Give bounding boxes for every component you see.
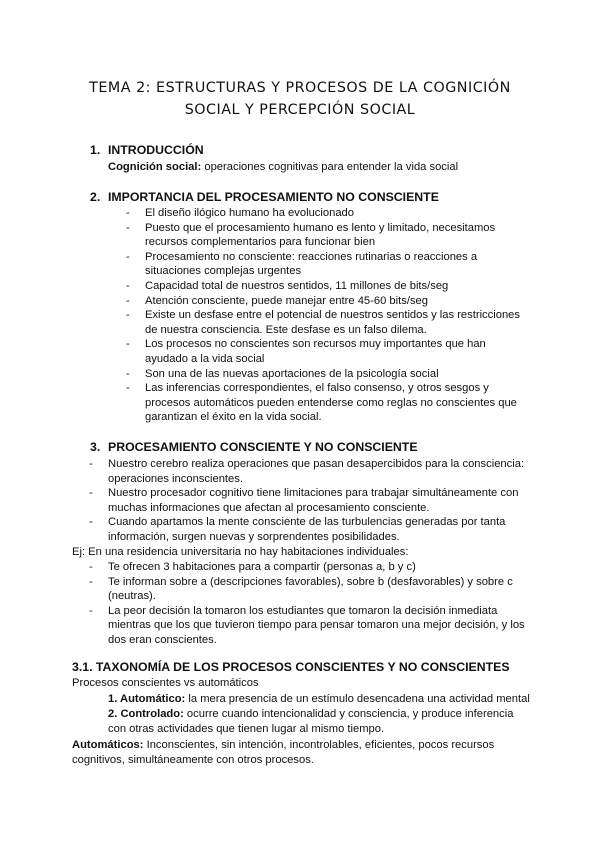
list-item-line: Te ofrecen 3 habitaciones para a compartir (personas a, b y c): [108, 561, 416, 573]
section-title: PROCESAMIENTO CONSCIENTE Y NO CONSCIENTE: [108, 440, 418, 454]
dash-bullet: -: [89, 458, 93, 470]
list-item-line: mientras que los que tuvieron tiempo para pensar tomaron una mejor decisión, y los: [108, 619, 525, 632]
automaticos-term: Automáticos:: [72, 739, 144, 751]
automaticos-text: Inconscientes, sin intención, incontrolables, eficientes, pocos recursos: [143, 739, 495, 751]
list-item-line: Son una de las nuevas aportaciones de la psicología social: [145, 367, 439, 380]
list-item: [89, 560, 525, 575]
list-item-line: Nuestro cerebro realiza operaciones que pasan desapercibidos para la consciencia:: [108, 458, 525, 470]
dash-bullet: -: [126, 207, 130, 219]
example-intro: Ej: En una residencia universitaria no hay habitaciones individuales:: [72, 546, 409, 558]
dash-bullet: -: [89, 604, 93, 617]
dash-bullet: -: [126, 279, 130, 292]
list-item-line: operaciones inconscientes.: [108, 472, 243, 485]
list-item-line: Cuando apartamos la mente consciente de las turbulencias generadas por tanta: [108, 516, 506, 529]
dash-bullet: -: [89, 487, 93, 500]
automatico-item: [108, 692, 530, 707]
list-item: [126, 206, 520, 221]
list-item: [89, 575, 525, 604]
definition-text: operaciones cognitivas para entender la vida social: [201, 161, 459, 173]
dash-bullet: -: [126, 309, 130, 322]
list-item: [126, 308, 520, 337]
dash-bullet: -: [89, 575, 93, 588]
section-number: 2.: [90, 190, 101, 204]
list-item: [126, 337, 520, 366]
list-item-line: procesos automáticos pueden entenderse como reglas no conscientes que: [145, 396, 517, 409]
list-item: [126, 221, 520, 250]
list-item-line: Las inferencias correspondientes, el falso consenso, y otros sesgos y: [145, 382, 489, 395]
list-item-line: muchas informaciones que afectan al procesamiento consciente.: [108, 501, 430, 514]
dash-bullet: -: [126, 382, 130, 395]
example-list: [89, 560, 525, 648]
list-item-line: Los procesos no conscientes son recursos muy importantes que han: [145, 338, 486, 351]
section-number: 3.: [90, 440, 101, 454]
list-item-line: recursos complementarios para funcionar bien: [145, 236, 376, 249]
list-item: [126, 294, 520, 309]
section-heading: [90, 143, 204, 158]
dash-bullet: -: [126, 367, 130, 380]
section-heading: [90, 440, 418, 455]
definition-cognicion-social: [108, 160, 458, 175]
section-procesamiento: [90, 440, 418, 455]
list-item-line: de nuestra consciencia. Este desfase es un falso dilema.: [145, 323, 427, 336]
list-item-line: (neutras).: [108, 590, 156, 603]
taxonomia-intro: Procesos conscientes vs automáticos: [72, 677, 259, 689]
list-item-line: La peor decisión la tomaron los estudiantes que tomaron la decisión inmediata: [108, 604, 498, 617]
section-title: IMPORTANCIA DEL PROCESAMIENTO NO CONSCIENTE: [108, 190, 439, 204]
list-item: [89, 515, 524, 544]
document-title: [60, 77, 540, 121]
title-line-1: TEMA 2: ESTRUCTURAS Y PROCESOS DE LA COGNICIÓN: [89, 80, 511, 96]
importancia-list: [126, 206, 520, 425]
section-importancia: [90, 190, 439, 205]
list-item-line: situaciones complejas urgentes: [145, 265, 302, 278]
automaticos-definition: [72, 738, 494, 767]
list-item-line: dos eran conscientes.: [108, 633, 217, 646]
list-item: [89, 486, 524, 515]
dash-bullet: -: [126, 294, 130, 307]
list-item-line: Te informan sobre a (descripciones favorables), sobre b (desfavorables) y sobre c: [108, 575, 513, 588]
procesamiento-list: [89, 457, 525, 545]
dash-bullet: -: [126, 338, 130, 351]
list-item: [89, 457, 525, 486]
definition-term: Cognición social:: [108, 161, 202, 173]
list-item-line: El diseño ilógico humano ha evolucionado: [145, 207, 354, 219]
dash-bullet: -: [126, 250, 130, 263]
automatico-term: 1. Automático:: [108, 693, 186, 705]
section-number: 1.: [90, 143, 101, 157]
list-item: [126, 250, 520, 279]
controlado-text-cont: con otras actividades que tienen lugar al mismo tiempo.: [108, 722, 385, 735]
controlado-term: 2. Controlado:: [108, 708, 184, 720]
list-item-line: ayudado a la vida social: [145, 352, 265, 365]
section-title: INTRODUCCIÓN: [108, 143, 204, 157]
list-item-line: garantizan el éxito en la vida social.: [145, 411, 322, 424]
list-item-line: Atención consciente, puede manejar entre 45-60 bits/seg: [145, 294, 428, 307]
controlado-text: ocurre cuando intencionalidad y consciencia, y produce inferencia: [183, 708, 514, 720]
list-item: [126, 381, 520, 425]
dash-bullet: -: [126, 221, 130, 234]
title-line-2: SOCIAL Y PERCEPCIÓN SOCIAL: [184, 102, 416, 118]
list-item-line: Existe un desfase entre el potencial de nuestros sentidos y las restricciones: [145, 309, 520, 322]
list-item-line: información, surgen nuevas y sorprendentes posibilidades.: [108, 530, 400, 543]
dash-bullet: -: [89, 561, 93, 573]
section-heading: [90, 190, 439, 205]
dash-bullet: -: [89, 516, 93, 529]
list-item: [89, 604, 525, 648]
list-item: [126, 279, 520, 294]
list-item-line: Puesto que el procesamiento humano es lento y limitado, necesitamos: [145, 221, 496, 234]
list-item: [126, 367, 520, 382]
list-item-line: Nuestro procesador cognitivo tiene limitaciones para trabajar simultáneamente con: [108, 487, 519, 500]
automaticos-text-cont: cognitivos, simultáneamente con otros procesos.: [72, 753, 314, 766]
section-introduccion: [90, 143, 204, 158]
automatico-text: la mera presencia de un estímulo desencadena una actividad mental: [185, 693, 530, 705]
controlado-item: [108, 707, 513, 736]
list-item-line: Capacidad total de nuestros sentidos, 11 millones de bits/seg: [145, 279, 449, 292]
subsection-taxonomia-heading: 3.1. TAXONOMÍA DE LOS PROCESOS CONSCIENTES Y NO CONSCIENTES: [72, 660, 510, 674]
list-item-line: Procesamiento no consciente: reacciones rutinarias o reacciones a: [145, 250, 478, 263]
